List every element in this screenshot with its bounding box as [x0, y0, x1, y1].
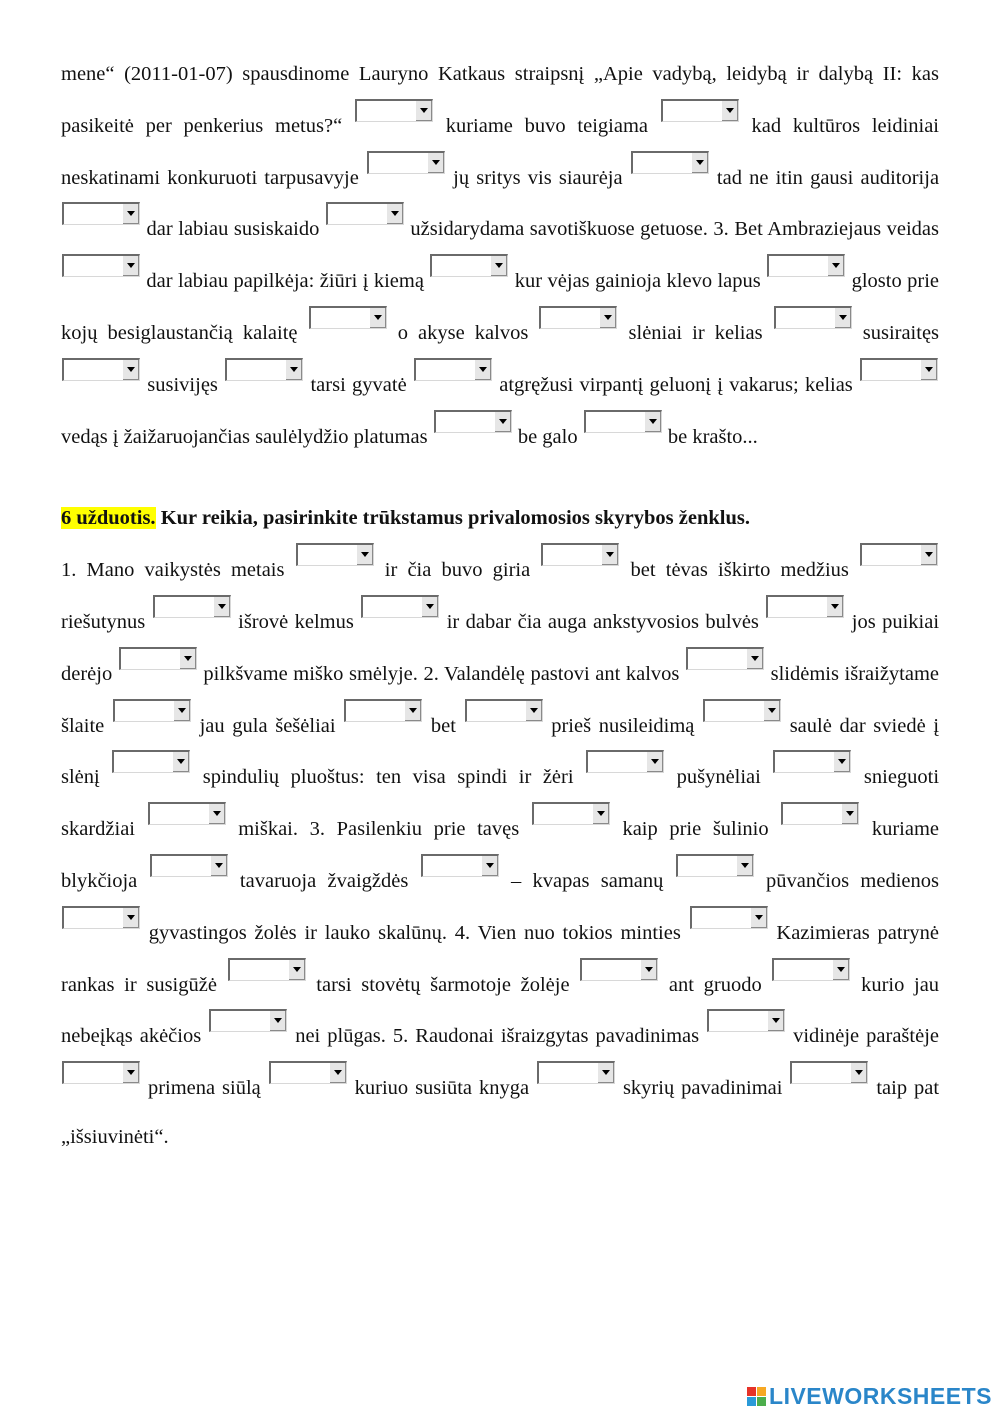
chevron-down-icon[interactable]	[601, 545, 618, 565]
chevron-down-icon[interactable]	[122, 1063, 139, 1083]
chevron-down-icon[interactable]	[525, 701, 542, 721]
chevron-down-icon[interactable]	[691, 153, 708, 173]
text-segment: užsidarydama savotiškuose getuose. 3. Bet Ambraziejaus veidas	[410, 218, 939, 241]
blank-dropdown-10[interactable]	[309, 306, 387, 329]
text-segment: atgręžusi virpantį geluonį į vakarus; kelias	[499, 373, 853, 396]
text-segment: glosto prie kojų besiglaustančią kalaitę	[61, 270, 940, 344]
task-6-label: 6 užduotis.	[61, 507, 156, 530]
chevron-down-icon[interactable]	[494, 412, 511, 432]
text-segment: dar labiau papilkėja: žiūri į kiemą	[146, 270, 424, 293]
task6-blank-dropdown-15[interactable]	[773, 750, 851, 773]
text-segment: be galo	[517, 425, 578, 448]
task6-blank-dropdown-6[interactable]	[766, 595, 844, 618]
chevron-down-icon[interactable]	[421, 597, 438, 617]
section-spacer	[61, 461, 939, 494]
text-segment: ant gruodo	[668, 973, 762, 996]
chevron-down-icon[interactable]	[474, 360, 491, 380]
chevron-down-icon[interactable]	[646, 752, 663, 772]
task6-blank-dropdown-16[interactable]	[148, 802, 226, 825]
blank-dropdown-13[interactable]	[62, 358, 140, 381]
text-segment: o akyse kalvos	[397, 321, 529, 344]
blank-dropdown-14[interactable]	[225, 358, 303, 381]
worksheet-page	[61, 50, 939, 1162]
chevron-down-icon[interactable]	[210, 856, 227, 876]
task6-blank-dropdown-31[interactable]	[537, 1061, 615, 1084]
text-segment: susivijęs	[147, 373, 218, 396]
chevron-down-icon[interactable]	[481, 856, 498, 876]
task6-blank-dropdown-29[interactable]	[62, 1061, 140, 1084]
task6-blank-dropdown-14[interactable]	[586, 750, 664, 773]
blank-dropdown-17[interactable]	[434, 410, 512, 433]
text-segment: slėniai ir kelias	[628, 321, 763, 344]
text-segment: primena siūlą	[147, 1077, 261, 1100]
blank-dropdown-8[interactable]	[430, 254, 508, 277]
chevron-down-icon[interactable]	[767, 1011, 784, 1031]
text-segment: – kvapas samanų	[510, 869, 664, 892]
chevron-down-icon[interactable]	[179, 649, 196, 669]
task6-blank-dropdown-26[interactable]	[772, 958, 850, 981]
text-segment: tarsi stovėtų šarmotoje žolėje	[316, 973, 570, 996]
text-segment: išrovė kelmus	[238, 610, 354, 633]
text-segment: mene“ (2011-01-07) spausdinome Lauryno Katkaus straipsnį „Apie vadybą, leidybą ir dalybą II: kas pasikeitė per penkerius metus?“	[61, 63, 939, 137]
text-segment: be krašto...	[667, 425, 758, 448]
task-6-paragraph	[61, 543, 939, 1162]
chevron-down-icon[interactable]	[832, 960, 849, 980]
task6-blank-dropdown-2[interactable]	[541, 543, 619, 566]
text-segment: gyvastingos žolės ir lauko skalūnų. 4. Vien nuo tokios minties	[148, 921, 681, 944]
task6-blank-dropdown-11[interactable]	[465, 699, 543, 722]
text-segment: bet tėvas iškirto medžius	[630, 559, 849, 582]
chevron-down-icon[interactable]	[329, 1063, 346, 1083]
task6-blank-dropdown-9[interactable]	[113, 699, 191, 722]
text-segment: kuriuo susiūta knyga	[354, 1077, 530, 1100]
task6-blank-dropdown-3[interactable]	[860, 543, 938, 566]
text-segment: prieš nusileidimą	[551, 714, 695, 737]
text-segment: pušynėliai	[676, 766, 761, 789]
text-segment: saulė dar sviedė į slėnį	[61, 714, 940, 789]
blank-dropdown-16[interactable]	[860, 358, 938, 381]
task-6-heading	[61, 494, 939, 543]
text-segment: vidinėje paraštėje	[793, 1025, 939, 1048]
chevron-down-icon[interactable]	[122, 908, 139, 928]
chevron-down-icon[interactable]	[644, 412, 661, 432]
task-6-instruction: Kur reikia, pasirinkite trūkstamus privalomosios skyrybos ženklus.	[155, 507, 750, 530]
chevron-down-icon[interactable]	[763, 701, 780, 721]
text-segment: snieguoti skardžiai	[61, 766, 940, 841]
blank-dropdown-5[interactable]	[62, 202, 140, 225]
chevron-down-icon[interactable]	[833, 752, 850, 772]
text-segment: dar labiau susiskaido	[146, 218, 320, 241]
chevron-down-icon[interactable]	[750, 908, 767, 928]
task6-blank-dropdown-32[interactable]	[790, 1061, 868, 1084]
chevron-down-icon[interactable]	[841, 804, 858, 824]
text-segment: tad ne itin gausi auditorija	[716, 166, 940, 189]
task6-blank-dropdown-28[interactable]	[707, 1009, 785, 1032]
chevron-down-icon[interactable]	[834, 308, 851, 328]
chevron-down-icon[interactable]	[172, 752, 189, 772]
text-segment: taip pat „išsiuvinėti“.	[61, 1077, 940, 1148]
text-segment: tarsi gyvatė	[310, 373, 407, 396]
chevron-down-icon[interactable]	[208, 804, 225, 824]
chevron-down-icon[interactable]	[415, 101, 432, 121]
task6-blank-dropdown-12[interactable]	[703, 699, 781, 722]
chevron-down-icon[interactable]	[427, 153, 444, 173]
logo-mark-icon	[747, 1387, 766, 1406]
text-segment: ir dabar čia auga ankstyvosios bulvės	[446, 610, 759, 633]
text-segment: vedąs į žaižaruojančias saulėlydžio platumas	[61, 425, 428, 448]
chevron-down-icon[interactable]	[285, 360, 302, 380]
text-segment: kuriame buvo teigiama	[445, 114, 648, 137]
chevron-down-icon[interactable]	[356, 545, 373, 565]
blank-dropdown-18[interactable]	[584, 410, 662, 433]
text-segment: Kazimieras patrynė rankas ir susigūžė	[61, 921, 940, 996]
text-segment: 1. Mano vaikystės metais	[61, 559, 285, 582]
text-segment: tavaruoja žvaigždės	[239, 869, 409, 892]
text-segment: slidėmis išraižytame šlaite	[61, 662, 940, 737]
chevron-down-icon[interactable]	[288, 960, 305, 980]
task6-blank-dropdown-4[interactable]	[153, 595, 231, 618]
blank-dropdown-15[interactable]	[414, 358, 492, 381]
chevron-down-icon[interactable]	[736, 856, 753, 876]
task6-blank-dropdown-18[interactable]	[781, 802, 859, 825]
task6-blank-dropdown-17[interactable]	[532, 802, 610, 825]
chevron-down-icon[interactable]	[173, 701, 190, 721]
chevron-down-icon[interactable]	[404, 701, 421, 721]
text-segment: kur vėjas gainioja klevo lapus	[514, 270, 761, 293]
chevron-down-icon[interactable]	[269, 1011, 286, 1031]
chevron-down-icon[interactable]	[640, 960, 657, 980]
blank-dropdown-12[interactable]	[774, 306, 852, 329]
blank-dropdown-6[interactable]	[326, 202, 404, 225]
chevron-down-icon[interactable]	[213, 597, 230, 617]
task6-blank-dropdown-21[interactable]	[676, 854, 754, 877]
chevron-down-icon[interactable]	[746, 649, 763, 669]
text-segment: kuriame blykčioja	[61, 818, 940, 892]
task6-blank-dropdown-27[interactable]	[209, 1009, 287, 1032]
blank-dropdown-4[interactable]	[631, 151, 709, 174]
text-segment: kurio jau nebeįkąs akėčios	[61, 973, 940, 1048]
chevron-down-icon[interactable]	[592, 804, 609, 824]
blank-dropdown-9[interactable]	[767, 254, 845, 277]
task6-blank-dropdown-20[interactable]	[421, 854, 499, 877]
text-segment: jos puikiai derėjo	[61, 610, 940, 685]
task6-blank-dropdown-23[interactable]	[690, 906, 768, 929]
task6-blank-dropdown-13[interactable]	[112, 750, 190, 773]
chevron-down-icon[interactable]	[920, 545, 937, 565]
chevron-down-icon[interactable]	[827, 256, 844, 276]
chevron-down-icon[interactable]	[369, 308, 386, 328]
task6-blank-dropdown-22[interactable]	[62, 906, 140, 929]
text-segment: riešutynus	[61, 610, 146, 633]
chevron-down-icon[interactable]	[721, 101, 738, 121]
text-segment: skyrių pavadinimai	[622, 1077, 783, 1100]
text-segment: pilkšvame miško smėlyje. 2. Valandėlę pastovi ant kalvos	[203, 662, 680, 685]
blank-dropdown-2[interactable]	[661, 99, 739, 122]
blank-dropdown-7[interactable]	[62, 254, 140, 277]
text-segment: miškai. 3. Pasilenkiu prie tavęs	[238, 818, 520, 841]
chevron-down-icon[interactable]	[122, 256, 139, 276]
text-segment: susiraitęs	[862, 321, 940, 344]
logo-text: LIVEWORKSHEETS	[769, 1382, 992, 1409]
chevron-down-icon[interactable]	[850, 1063, 867, 1083]
blank-dropdown-3[interactable]	[367, 151, 445, 174]
chevron-down-icon[interactable]	[597, 1063, 614, 1083]
blank-dropdown-11[interactable]	[539, 306, 617, 329]
text-segment: nei plūgas. 5. Raudonai išraizgytas pavadinimas	[295, 1025, 700, 1048]
blank-dropdown-1[interactable]	[355, 99, 433, 122]
text-segment: jų sritys vis siaurėja	[453, 166, 623, 189]
text-segment: kad kultūros leidiniai neskatinami konkuruoti tarpusavyje	[61, 114, 940, 189]
text-segment: jau gula šešėliai	[199, 714, 336, 737]
task6-blank-dropdown-30[interactable]	[269, 1061, 347, 1084]
chevron-down-icon[interactable]	[920, 360, 937, 380]
chevron-down-icon[interactable]	[599, 308, 616, 328]
chevron-down-icon[interactable]	[490, 256, 507, 276]
task6-blank-dropdown-8[interactable]	[686, 647, 764, 670]
text-segment: pūvančios medienos	[766, 869, 939, 892]
task6-blank-dropdown-7[interactable]	[119, 647, 197, 670]
task6-blank-dropdown-1[interactable]	[296, 543, 374, 566]
task6-blank-dropdown-19[interactable]	[150, 854, 228, 877]
task6-blank-dropdown-5[interactable]	[361, 595, 439, 618]
chevron-down-icon[interactable]	[122, 360, 139, 380]
liveworksheets-logo	[747, 1383, 992, 1409]
text-segment: ir čia buvo giria	[384, 559, 531, 582]
exercise-paragraph	[61, 50, 939, 461]
chevron-down-icon[interactable]	[386, 204, 403, 224]
chevron-down-icon[interactable]	[122, 204, 139, 224]
text-segment: spindulių pluoštus: ten visa spindi ir žėri	[202, 766, 574, 789]
text-segment: kaip prie šulinio	[622, 818, 769, 841]
chevron-down-icon[interactable]	[826, 597, 843, 617]
task6-blank-dropdown-10[interactable]	[344, 699, 422, 722]
task6-blank-dropdown-24[interactable]	[228, 958, 306, 981]
task6-blank-dropdown-25[interactable]	[580, 958, 658, 981]
text-segment: bet	[430, 714, 456, 737]
